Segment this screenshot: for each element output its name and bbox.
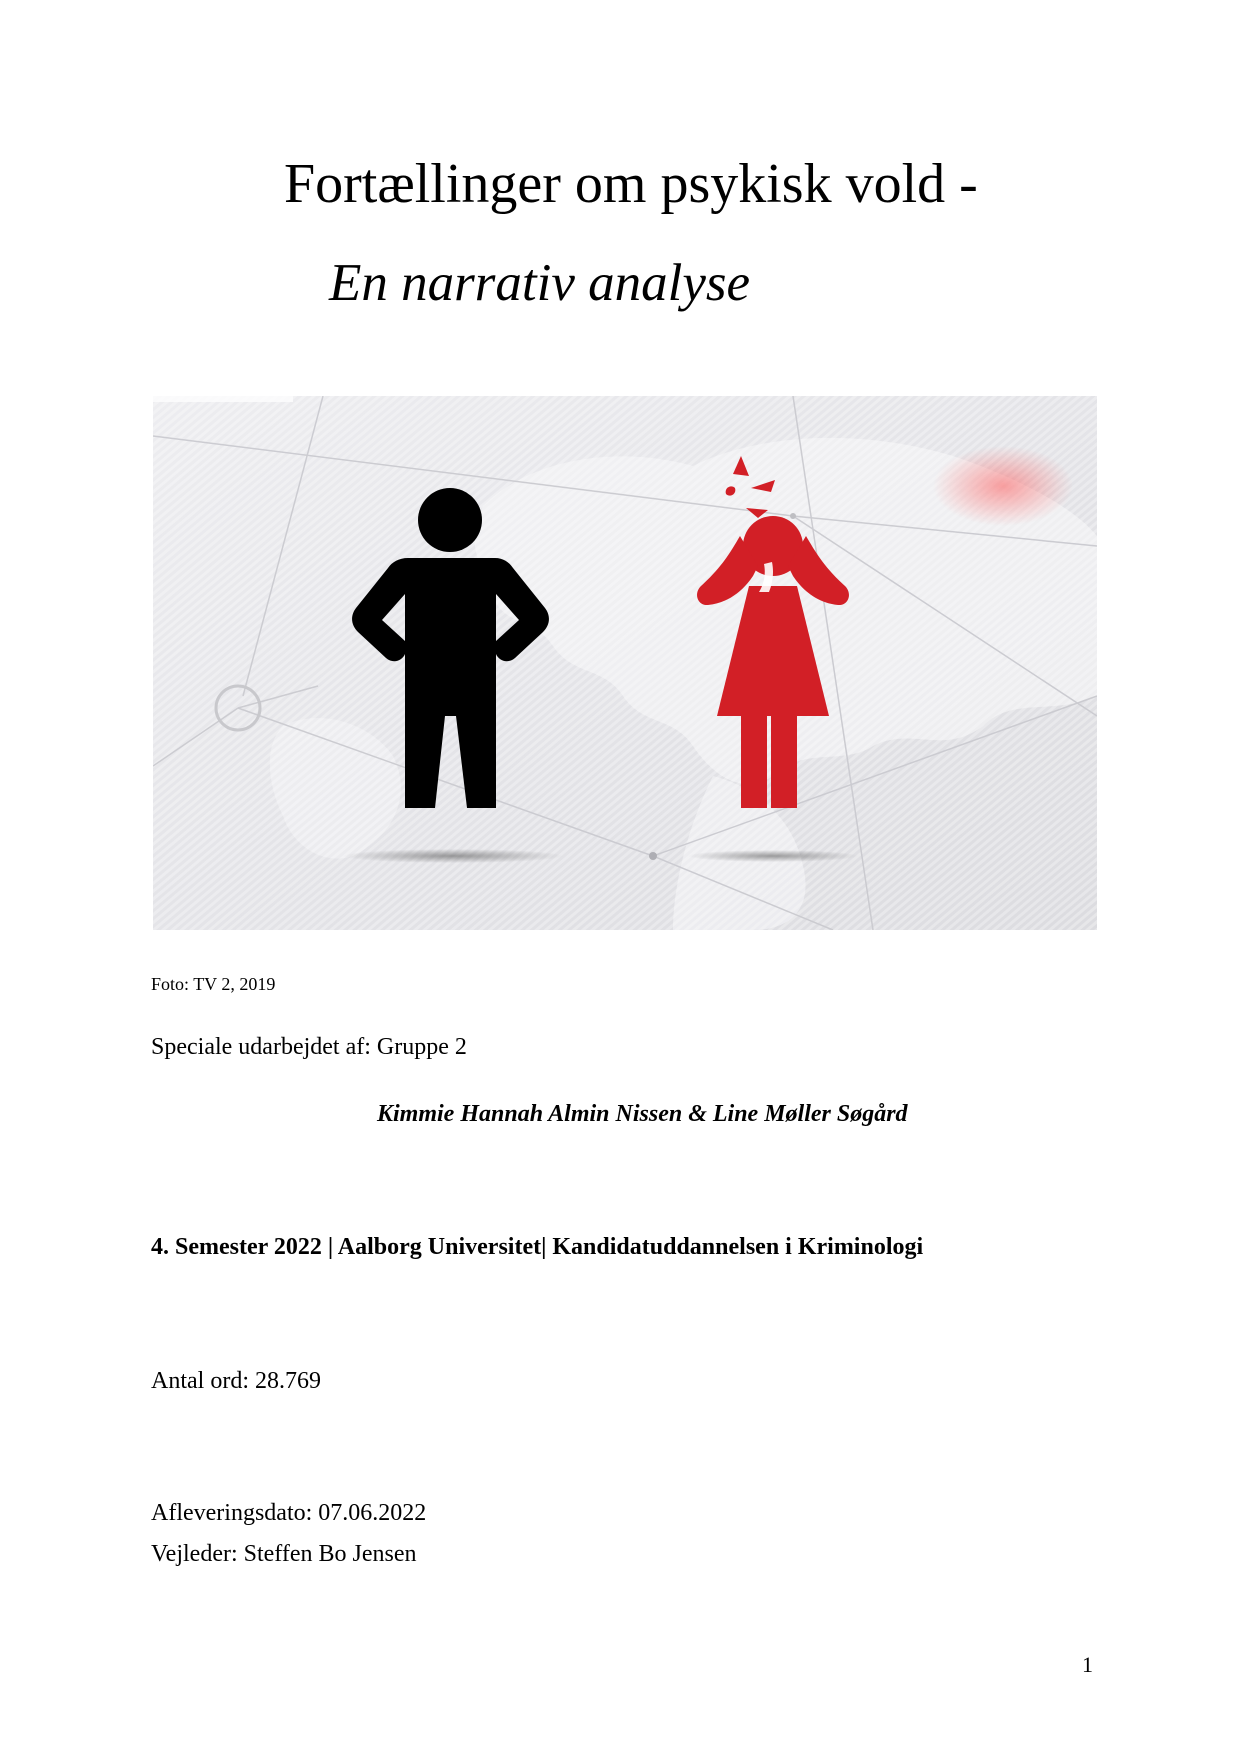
program-line: 4. Semester 2022 | Aalborg Universitet| Kandidatuddannelsen i Kriminologi xyxy=(151,1234,924,1260)
authors: Kimmie Hannah Almin Nissen & Line Møller Søgård xyxy=(377,1101,908,1127)
document-title: Fortællinger om psykisk vold - xyxy=(284,153,978,215)
world-map-network-background xyxy=(153,396,1097,930)
document-subtitle: En narrativ analyse xyxy=(329,254,750,312)
supervisor: Vejleder: Steffen Bo Jensen xyxy=(151,1541,417,1567)
cover-illustration xyxy=(153,396,1097,930)
group-line: Speciale udarbejdet af: Gruppe 2 xyxy=(151,1034,467,1060)
page-number: 1 xyxy=(1082,1652,1093,1677)
word-count: Antal ord: 28.769 xyxy=(151,1368,321,1394)
photo-credit: Foto: TV 2, 2019 xyxy=(151,974,276,994)
due-date: Afleveringsdato: 07.06.2022 xyxy=(151,1500,427,1526)
